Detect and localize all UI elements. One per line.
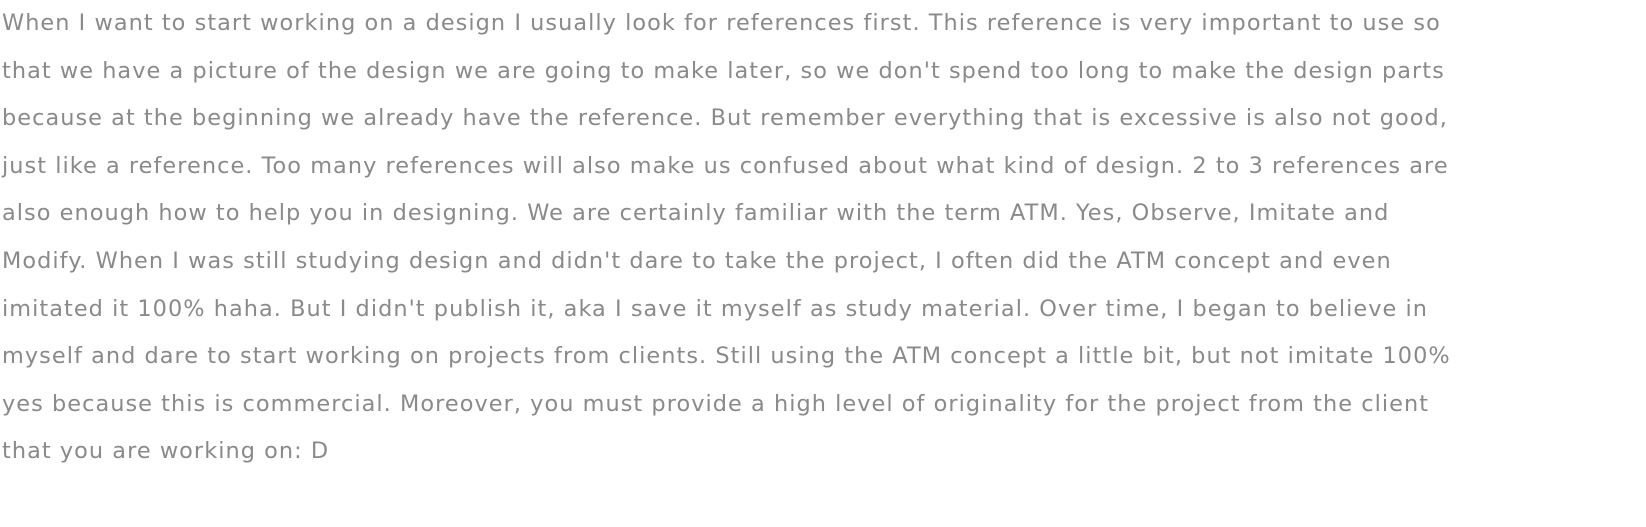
article-body <box>2 0 1642 476</box>
article-paragraph: When I want to start working on a design I usually look for references first. This reference is very important to use so that we have a picture of the design we are going to make later, so we don't spend too long to make the design parts because at the beginning we already have the reference. But remember everything that is excessive is also not good, just like a reference. Too many references will also make us confused about what kind of design. 2 to 3 references are also enough how to help you in designing. We are certainly familiar with the term ATM. Yes, Observe, Imitate and Modify. When I was still studying design and didn't dare to take the project, I often did the ATM concept and even imitated it 100% haha. But I didn't publish it, aka I save it myself as study material. Over time, I began to believe in myself and dare to start working on projects from clients. Still using the ATM concept a little bit, but not imitate 100% yes because this is commercial. Moreover, you must provide a high level of originality for the project from the client that you are working on: D <box>2 10 1451 465</box>
